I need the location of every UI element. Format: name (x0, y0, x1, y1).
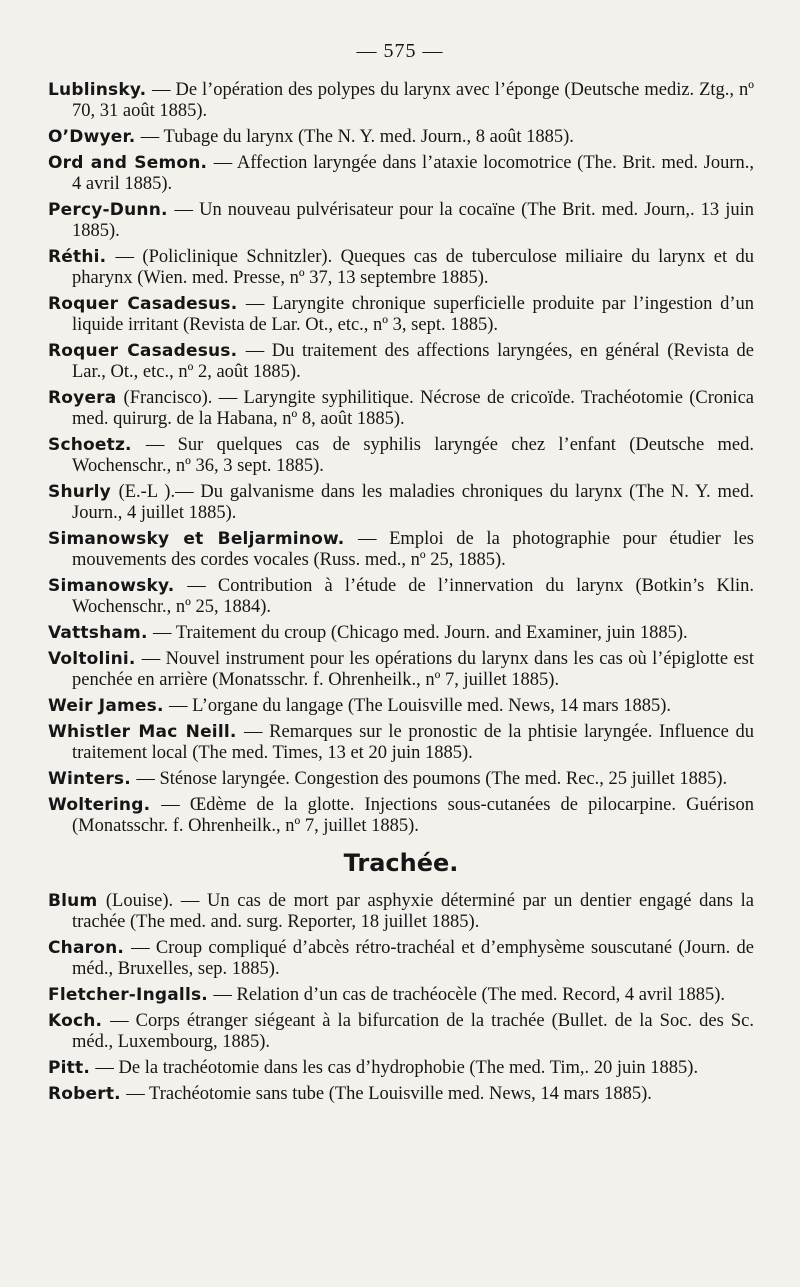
entry-author: Réthi. (48, 247, 107, 267)
entry-text: — Laryngite chronique superficielle produite par l’ingestion d’un liquide irritant (Revista de Lar. Ot., etc., nº 3, sept. 1885). (72, 294, 755, 335)
bibliography-entry (48, 294, 754, 336)
bibliography-entry (48, 1084, 754, 1105)
entry-author: Shurly (48, 482, 111, 502)
entry-author: Fletcher-Ingalls. (48, 985, 208, 1005)
entry-author: Koch. (48, 1011, 103, 1031)
entry-text: — Relation d’un cas de trachéocèle (The med. Record, 4 avril 1885). (213, 985, 725, 1005)
entry-author: Charon. (48, 938, 125, 958)
entry-text: — Croup compliqué d’abcès rétro-trachéal et d’emphysème souscutané (Journ. de méd., Bruxelles, sep. 1885). (72, 938, 755, 979)
section-title: Trachée. (343, 849, 459, 877)
entry-author: Schoetz. (48, 435, 132, 455)
entry-author: Voltolini. (48, 649, 136, 669)
entry-author: Whistler Mac Neill. (48, 722, 237, 742)
entry-author: Percy-Dunn. (48, 200, 168, 220)
trachea-entries (48, 891, 754, 1105)
entry-text: — Un nouveau pulvérisateur pour la cocaïne (The Brit. med. Journ,. 13 juin 1885). (72, 200, 755, 241)
page-number: — 575 — (356, 40, 444, 62)
entry-text: (E.-L ).— Du galvanisme dans les maladies chroniques du larynx (The N. Y. med. Journ., 4 juillet 1885). (72, 482, 754, 523)
entry-text: — L’organe du langage (The Louisville med. News, 14 mars 1885). (169, 696, 671, 716)
bibliography-entry (48, 529, 754, 571)
entry-author: Woltering. (48, 795, 151, 815)
entry-text: — De la trachéotomie dans les cas d’hydrophobie (The med. Tim,. 20 juin 1885). (95, 1058, 699, 1078)
entry-text: (Francisco). — Laryngite syphilitique. Nécrose de cricoïde. Trachéotomie (Cronica med. quirurg. de la Habana, nº 8, août 1885). (72, 388, 754, 429)
bibliography-entry (48, 795, 754, 837)
bibliography (48, 80, 754, 1105)
bibliography-entry (48, 247, 754, 289)
entry-author: Simanowsky et Beljarminow. (48, 529, 345, 549)
entry-text: — Trachéotomie sans tube (The Louisville med. News, 14 mars 1885). (126, 1084, 652, 1104)
bibliography-entry (48, 623, 754, 644)
entry-text: — Contribution à l’étude de l’innervation du larynx (Botkin’s Klin. Wochenschr., nº 25, 1884). (72, 576, 754, 617)
bibliography-entry (48, 482, 754, 524)
entry-author: Weir James. (48, 696, 164, 716)
entry-author: O’Dwyer. (48, 127, 136, 147)
entry-text: — Traitement du croup (Chicago med. Journ. and Examiner, juin 1885). (153, 623, 688, 643)
bibliography-entry (48, 435, 754, 477)
entry-text: — Œdème de la glotte. Injections sous-cutanées de pilocarpine. Guérison (Monatsschr. f. Ohrenheilk., nº 7, juillet 1885). (72, 795, 754, 836)
bibliography-entry (48, 1011, 754, 1053)
entry-text: (Louise). — Un cas de mort par asphyxie déterminé par un dentier engagé dans la trachée (The med. and. surg. Reporter, 18 juillet 1885). (72, 891, 754, 932)
entry-text: — De l’opération des polypes du larynx avec l’éponge (Deutsche mediz. Ztg., nº 70, 31 août 1885). (72, 80, 754, 121)
entry-text: — Remarques sur le pronostic de la phtisie laryngée. Influence du traitement local (The med. Times, 13 et 20 juin 1885). (72, 722, 755, 763)
entry-author: Roquer Casadesus. (48, 341, 238, 361)
bibliography-entry (48, 200, 754, 242)
entry-author: Royera (48, 388, 117, 408)
bibliography-entry (48, 769, 754, 790)
bibliography-entry (48, 722, 754, 764)
entry-author: Pitt. (48, 1058, 90, 1078)
bibliography-entry (48, 985, 754, 1006)
bibliography-entry (48, 80, 754, 122)
entry-author: Roquer Casadesus. (48, 294, 238, 314)
bibliography-entry (48, 576, 754, 618)
entry-text: — Corps étranger siégeant à la bifurcation de la trachée (Bullet. de la Soc. des Sc. méd., Luxembourg, 1885). (72, 1011, 754, 1052)
entry-text: — Affection laryngée dans l’ataxie locomotrice (The. Brit. med. Journ., 4 avril 1885). (72, 153, 754, 194)
bibliography-entry (48, 388, 754, 430)
bibliography-entry (48, 649, 754, 691)
entry-text: — Emploi de la photographie pour étudier les mouvements des cordes vocales (Russ. med., nº 25, 1885). (72, 529, 754, 570)
entry-author: Ord and Semon. (48, 153, 208, 173)
entry-text: — Sur quelques cas de syphilis laryngée chez l’enfant (Deutsche med. Wochenschr., nº 36, 3 sept. 1885). (72, 435, 754, 476)
entry-author: Simanowsky. (48, 576, 175, 596)
bibliography-entry (48, 938, 754, 980)
entry-author: Lublinsky. (48, 80, 147, 100)
entry-author: Robert. (48, 1084, 121, 1104)
entry-text: — (Policlinique Schnitzler). Queques cas de tuberculose miliaire du larynx et du pharynx (Wien. med. Presse, nº 37, 13 septembre 1885). (72, 247, 755, 288)
bibliography-entry (48, 696, 754, 717)
entry-author: Winters. (48, 769, 131, 789)
entry-text: — Tubage du larynx (The N. Y. med. Journ., 8 août 1885). (140, 127, 574, 147)
bibliography-entry (48, 341, 754, 383)
entry-author: Blum (48, 891, 98, 911)
bibliography-entry (48, 127, 754, 148)
bibliography-entry (48, 891, 754, 933)
entry-text: — Nouvel instrument pour les opérations du larynx dans les cas où l’épiglotte est penchée en arrière (Monatsschr. f. Ohrenheilk., nº 7, juillet 1885). (72, 649, 755, 690)
entry-text: — Sténose laryngée. Congestion des poumons (The med. Rec., 25 juillet 1885). (136, 769, 728, 789)
entry-author: Vattsham. (48, 623, 148, 643)
larynx-entries (48, 80, 754, 837)
bibliography-entry (48, 1058, 754, 1079)
bibliography-entry (48, 153, 754, 195)
entry-text: — Du traitement des affections laryngées, en général (Revista de Lar., Ot., etc., nº 2, août 1885). (72, 341, 755, 382)
